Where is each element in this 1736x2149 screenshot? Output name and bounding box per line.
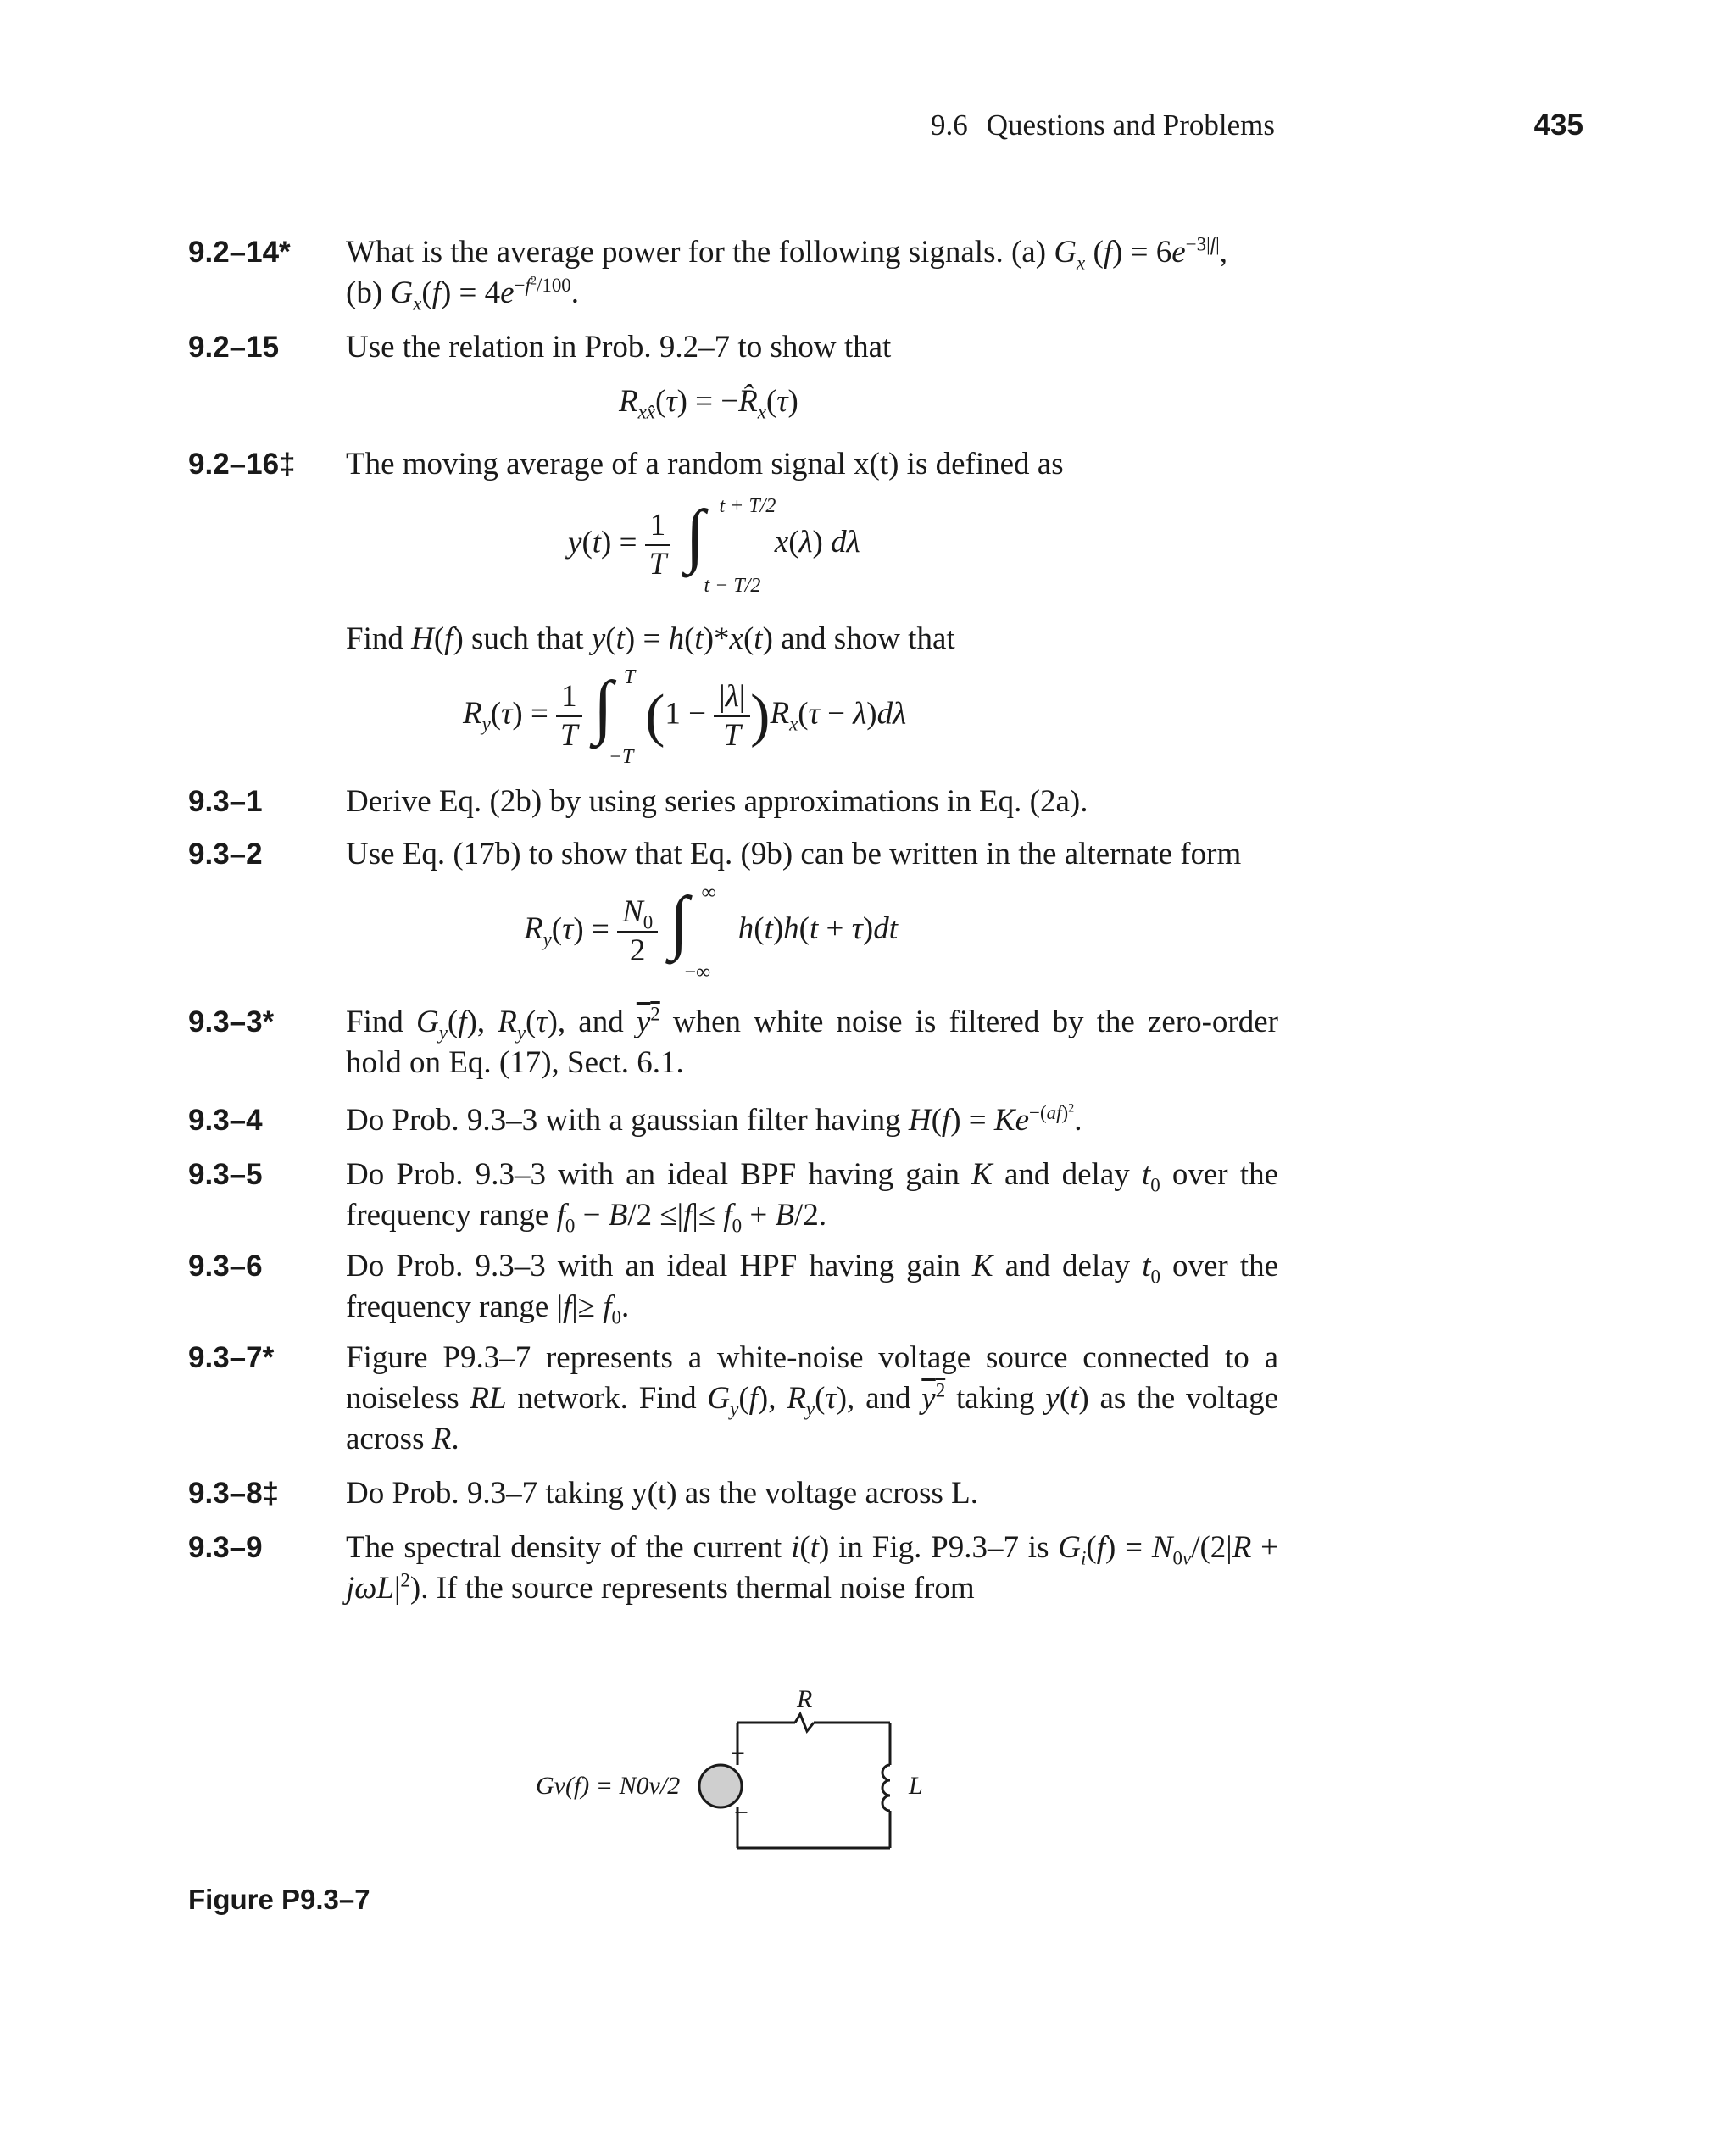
problem-number: 9.3–3* — [188, 1005, 275, 1038]
problem-text: Do Prob. 9.3–3 with a gaussian filter having $H(f) = Ke^{-(af)^2}$. — [346, 1101, 1082, 1138]
problem-text: What is the average power for the following signals. (a) $G_x$ $(f) = 6e^{-3|f|}$, (b) $G_x(f) = 4e^{-f^2/100}$. — [346, 233, 1227, 315]
problem-text: Find H(f) such that y(t) = h(t)*x(t) and show that — [346, 621, 955, 656]
problem-text: The moving average of a random signal x(t) is defined as — [346, 447, 1064, 482]
problem-text: Do Prob. 9.3–3 with an ideal HPF having gain K and delay $t_0$ over the frequency range $|f|\ge f_0$. — [346, 1249, 1278, 1328]
problem-number: 9.2–16‡ — [188, 448, 296, 481]
equation: $R_y(\tau)$ = $\frac{N_0}{2}$ ∫ ∞ −∞ h(t)h(t + τ)dt — [524, 882, 899, 983]
page-number: 435 — [1533, 109, 1583, 142]
problem-text: Use Eq. (17b) to show that Eq. (9b) can be written in the alternate form — [346, 837, 1242, 871]
problem-number: 9.3–6 — [188, 1250, 263, 1283]
inductor-symbol — [882, 1765, 890, 1811]
problem-number: 9.3–7* — [188, 1341, 275, 1374]
problem-text: Figure P9.3–7 represents a white-noise voltage source connected to a noiseless RL network. Find $G_y(f)$, $R_y(\tau)$, and $y^2$ taking y(t) as the voltage across R. — [346, 1340, 1279, 1456]
figure-caption: Figure P9.3–7 — [188, 1884, 370, 1915]
problem-text: Do Prob. 9.3–7 taking y(t) as the voltage across L. — [346, 1476, 979, 1511]
problem-text: Use the relation in Prob. 9.2–7 to show that — [346, 330, 892, 365]
equation: y(t) = $\frac{1}{T}$ ∫ t + T/2 t − T/2 x(λ) dλ — [568, 495, 860, 597]
problem-text: Find $G_y(f)$, $R_y(\tau)$, and $y^2$ when white noise is filtered by the zero-order hold on Eq. (17), Sect. 6.1. — [346, 1003, 1278, 1080]
problem-number: 9.3–9 — [188, 1531, 263, 1564]
problem-number: 9.2–14* — [188, 236, 291, 269]
section-number: 9.6 — [931, 109, 968, 142]
resistor-label: R — [797, 1685, 813, 1713]
problem-number: 9.2–15 — [188, 331, 280, 364]
inductor-label: L — [909, 1772, 923, 1800]
problem-number: 9.3–1 — [188, 785, 263, 818]
minus-sign: − — [734, 1799, 748, 1827]
problem-text: Derive Eq. (2b) by using series approximations in Eq. (2a). — [346, 784, 1088, 819]
problem-number: 9.3–2 — [188, 838, 263, 871]
equation: $R_y(\tau)$ = $\frac{1}{T}$ ∫ T −T (1 − $\frac{|\lambda|}{T}$ )$R_x(\tau - \lambda)d\lambda$ — [463, 666, 907, 768]
problem-number: 9.3–8‡ — [188, 1477, 280, 1510]
problem-text: Do Prob. 9.3–3 with an ideal BPF having gain K and delay $t_0$ over the frequency range $f_0 - B/2 \le|f|\le f_0 + B/2$. — [346, 1157, 1279, 1237]
problem-number: 9.3–4 — [188, 1104, 263, 1137]
problem-number: 9.3–5 — [188, 1158, 263, 1191]
equation: $R_{xx̂}(\tau)$ = $-R̂_x(\tau)$ — [619, 384, 798, 423]
plus-sign: + — [731, 1740, 745, 1768]
problem-text: The spectral density of the current i(t) in Fig. P9.3–7 is $G_i(f) = N_{0v}/(2|R + j\omega L|^2)$. If the source represents thermal noise from — [346, 1530, 1278, 1606]
section-title: Questions and Problems — [986, 109, 1276, 142]
resistor-symbol — [795, 1714, 814, 1731]
source-label: Gv(f) = N0v/2 — [536, 1772, 681, 1800]
